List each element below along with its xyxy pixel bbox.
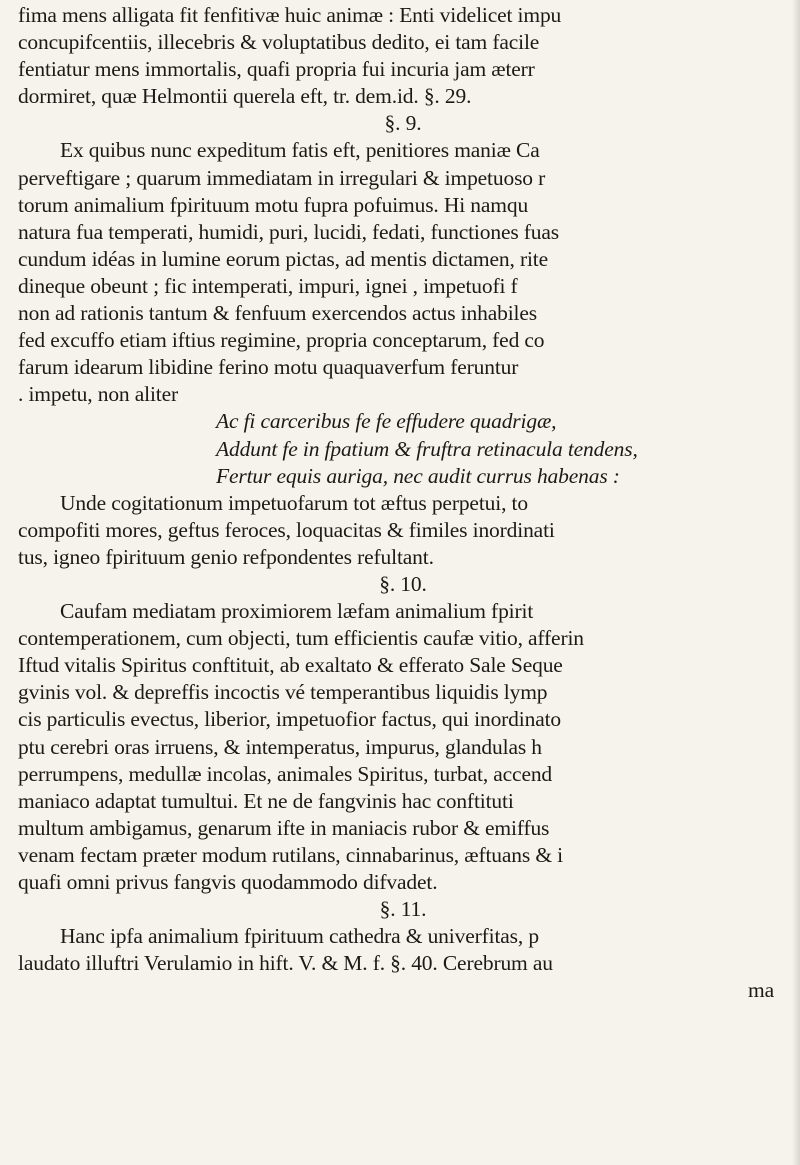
text-line: concupifcentiis, illecebris & voluptatibus dedito, ei tam facile [18,30,540,55]
text-line: Iftud vitalis Spiritus conftituit, ab exaltato & efferato Sale Seque [18,653,563,678]
section-heading: §. 10. [379,571,427,596]
text-line: Caufam mediatam proximiorem læfam animalium fpirit [60,599,534,624]
text-line: perveftigare ; quarum immediatam in irregulari & impetuoso r [18,165,546,190]
text-line: cis particulis evectus, liberior, impetuofior factus, qui inordinato [18,707,562,732]
verse-line: Ac fi carceribus fe fe effudere quadrigæ, [216,409,557,434]
text-line: non ad rationis tantum & fenfuum exercendos actus inhabiles [18,301,537,326]
text-line: . impetu, non aliter [18,382,179,407]
text-line: fima mens alligata fit fenfitivæ huic animæ : Enti videlicet impu [18,3,562,27]
text-line: ptu cerebri oras irruens, & intemperatus, impurus, glandulas h [18,734,542,759]
text-line: multum ambigamus, genarum ifte in maniacis rubor & emiffus [18,815,550,840]
verse-line: Fertur equis auriga, nec audit currus habenas : [216,463,620,488]
page-edge-shadow [792,0,800,1165]
text-line: Ex quibus nunc expeditum fatis eft, penitiores maniæ Ca [60,138,540,163]
text-line: Hanc ipfa animalium fpirituum cathedra & univerfitas, p [60,924,539,949]
text-line: farum idearum libidine ferino motu quaquaverfum feruntur [18,355,519,380]
section-heading: §. 9. [384,111,422,136]
text-line: natura fua temperati, humidi, puri, lucidi, fedati, functiones fuas [18,219,560,244]
text-line: tus, igneo fpirituum genio refpondentes refultant. [18,544,434,569]
page-text [18,2,788,1004]
text-line: contemperationem, cum objecti, tum efficientis caufæ vitio, afferin [18,626,584,651]
text-line: quafi omni privus fangvis quodammodo difvadet. [18,870,438,894]
text-line: compofiti mores, geftus feroces, loquacitas & fimiles inordinati [18,517,555,542]
text-line: fentiatur mens immortalis, quafi propria fui incuria jam æterr [18,57,535,82]
text-line: perrumpens, medullæ incolas, animales Spiritus, turbat, accend [18,761,553,786]
text-line: venam fectam præter modum rutilans, cinnabarinus, æftuans & i [18,842,563,867]
verse-line: Addunt fe in fpatium & fruftra retinacula tendens, [216,436,638,461]
text-line: gvinis vol. & depreffis incoctis vé temperantibus liquidis lymp [18,680,548,705]
section-heading: §. 11. [379,897,427,922]
text-line: dormiret, quæ Helmontii querela eft, tr. dem.id. §. 29. [18,84,472,109]
text-line: torum animalium fpirituum motu fupra pofuimus. Hi namqu [18,192,529,217]
text-line: Unde cogitationum impetuofarum tot æftus perpetui, to [60,490,528,515]
text-line: maniaco adaptat tumultui. Et ne de fangvinis hac conftituti [18,788,514,813]
catchword: ma [748,978,774,1003]
text-line: laudato illuftri Verulamio in hift. V. & M. f. §. 40. Cerebrum au [18,951,553,976]
text-line: fed excuffo etiam iftius regimine, propria conceptarum, fed co [18,328,545,353]
text-line: dineque obeunt ; fic intemperati, impuri, ignei , impetuofi f [18,273,518,298]
text-line: cundum idéas in lumine eorum pictas, ad mentis dictamen, rite [18,246,548,271]
